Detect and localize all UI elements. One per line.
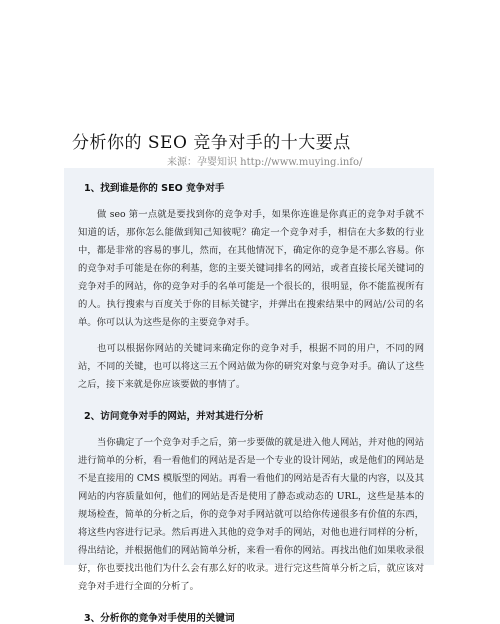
section-heading-3: 3、分析你的竞争对手使用的关键词 — [84, 613, 235, 624]
article-body — [64, 168, 434, 624]
article-source: 来源：孕婴知识 http://www.muying.info/ — [167, 157, 363, 168]
section-heading-2: 2、访问竞争对手的网站，并对其进行分析 — [84, 411, 264, 422]
section-1-paragraph-1: 做 seo 第一点就是要找到你的竞争对手，如果你连谁是你真正的竞争对手就不知道的话，那你怎么能做到知己知彼呢？确定一个竞争对手，相信在大多数的行业中，都是非常的容易的事儿，然而，在其他情况下，确定你的竞争是不那么容易。你的竞争对手可能是在你的利基，您的主要关键词排名的网站，或者直接长尾关键词的竞争对手的网站，你的竞争对手的名单可能是一个很长的，很明显，你不能监视所有的人。执行搜索与百度关于你的目标关键字，并弹出在搜索结果中的网站/公司的名单。你可以认为这些是你的主要竞争对手。 — [78, 209, 424, 328]
section-1-paragraph-2: 也可以根据你网站的关键词来确定你的竞争对手，根据不同的用户，不同的网站，不同的关键，也可以将这三五个网站做为你的研究对象与竞争对手。确认了这些之后，接下来就是你应该要做的事情了。 — [78, 343, 424, 390]
article-title: 分析你的 SEO 竞争对手的十大要点 — [72, 133, 351, 153]
section-heading-1: 1、找到谁是你的 SEO 竞争对手 — [84, 183, 225, 194]
section-2-paragraph-1: 当你确定了一个竞争对手之后，第一步要做的就是进入他人网站，并对他的网站进行简单的分析，看一看他们的网站是否是一个专业的设计网站，或是他们的网站是不是直接用的 CMS 模版型的网站。再看一看他们的网站是否有大量的内容，以及其网站的内容质量如何，他们的网站是否是使用了静态或动态的 URL，这些是基本的规场检查，简单的分析之后，你的竞争对手网站就可以给你传递很多有价值的东西，将这些内容进行记录。然后再进入其他的竞争对手的网站，对他也进行同样的分析，得出结论，并根据他们的网站简单分析，来看一看你的网站。再找出他们如果收录很好，你也要找出他们为什么会有那么好的收录。进行完这些简单分析之后，就应该对竞争对手进行全面的分析了。 — [78, 437, 424, 592]
